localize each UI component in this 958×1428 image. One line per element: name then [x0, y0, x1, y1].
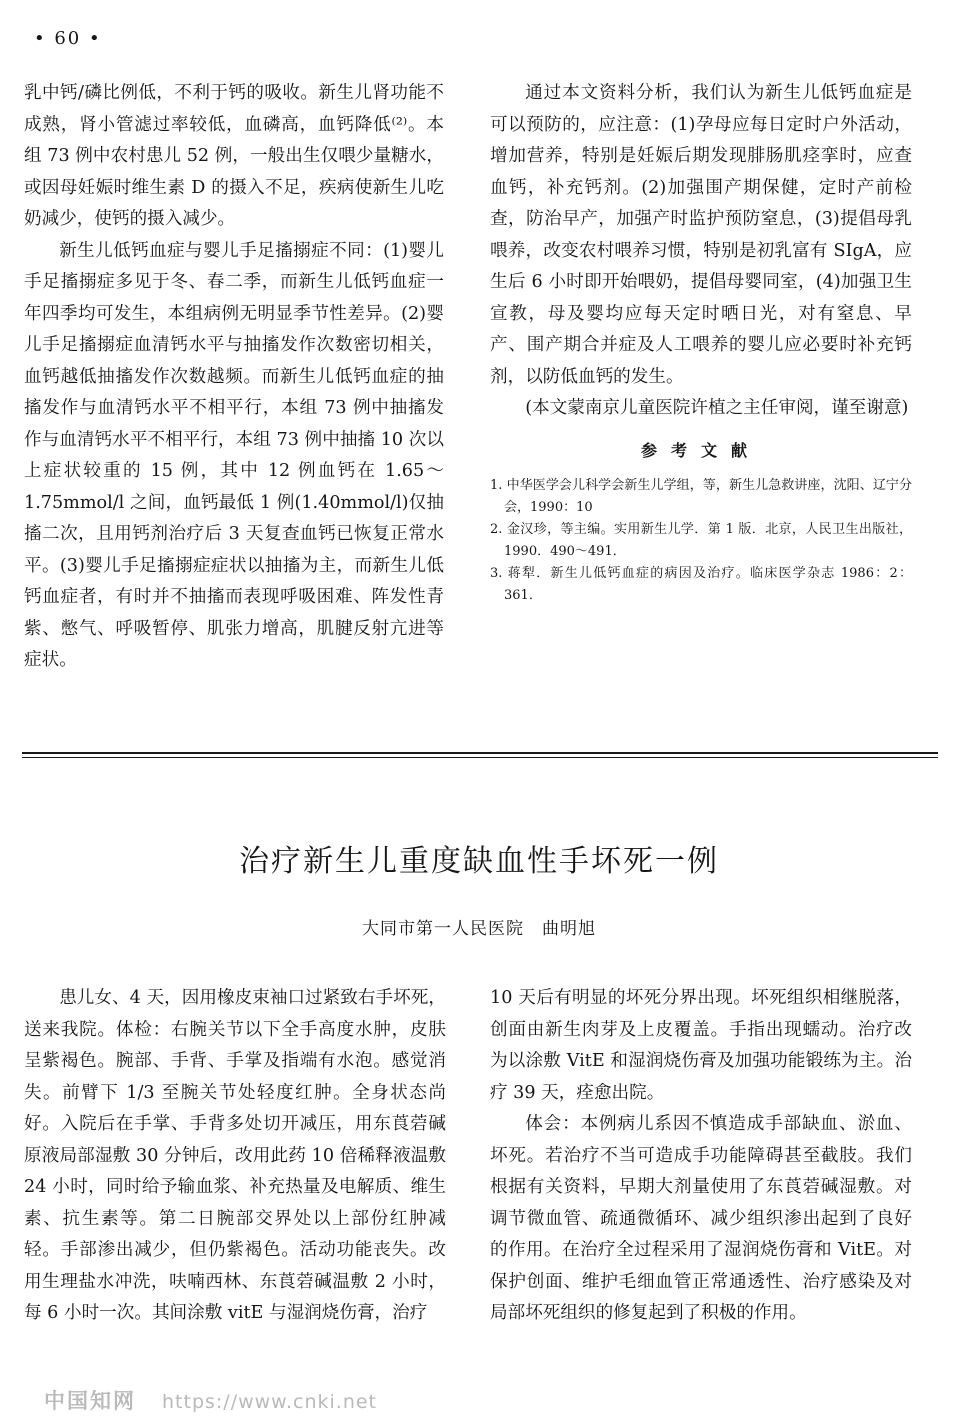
- article-title: 治疗新生儿重度缺血性手坏死一例: [239, 844, 719, 879]
- bottom-right-column: [490, 983, 912, 1330]
- section-divider: [22, 752, 938, 754]
- reference-item: 2. 金汉珍，等主编。实用新生儿学．第 1 版．北京，人民卫生出版社，1990．490～491．: [490, 521, 912, 559]
- institution: 大同市第一人民医院: [362, 919, 524, 939]
- author: 曲明旭: [542, 919, 596, 939]
- top-left-column: [24, 78, 444, 677]
- cnki-watermark: [44, 1385, 377, 1415]
- paragraph: 体会：本例病儿系因不慎造成手部缺血、淤血、坏死。若治疗不当可造成手功能障碍甚至截肢。我们根据有关资料，早期大剂量使用了东莨菪碱湿敷。对调节微血管、疏通微循环、减少组织渗出起到了良好的作用。在治疗全过程采用了湿润烧伤膏和 VitE。对保护创面、维护毛细血管正常通透性、治疗感染及对局部坏死组织的修复起到了积极的作用。: [490, 1114, 912, 1323]
- reference-item: 1. 中华医学会儿科学会新生儿学组，等，新生儿急救讲座，沈阳、辽宁分会，1990：10: [490, 477, 912, 515]
- paragraph: 10 天后有明显的坏死分界出现。坏死组织相继脱落，创面由新生肉芽及上皮覆盖。手指出现蠕动。治疗改为以涂敷 VitE 和湿润烧伤膏及加强功能锻练为主。治疗 39 天，痊愈出院。: [490, 988, 912, 1103]
- paragraph: 乳中钙/磷比例低，不利于钙的吸收。新生儿肾功能不成熟，肾小管滤过率较低，血磷高，血钙降低⁽²⁾。本组 73 例中农村患儿 52 例，一般出生仅喂少量糖水，或因母妊娠时维生素 D 的摄入不足，疾病使新生儿吃奶减少，使钙的摄入减少。: [24, 83, 444, 229]
- top-right-column: [490, 78, 912, 607]
- reference-item: 3. 蒋犁．新生儿低钙血症的病因及治疗。临床医学杂志 1986：2：361．: [490, 565, 912, 603]
- watermark-brand: 中国知网: [44, 1389, 136, 1413]
- article-byline: [0, 914, 958, 939]
- section-divider-thin: [22, 757, 938, 758]
- watermark-url: https://www.cnki.net: [162, 1391, 378, 1413]
- paragraph: 新生儿低钙血症与婴儿手足搐搦症不同：(1)婴儿手足搐搦症多见于冬、春二季，而新生儿低钙血症一年四季均可发生，本组病例无明显季节性差异。(2)婴儿手足搐搦症血清钙水平与抽搐发作次数密切相关，血钙越低抽搐发作次数越频。而新生儿低钙血症的抽搐发作与血清钙水平不相平行，本组 73 例中抽搐发作与血清钙水平不相平行，本组 73 例中抽搐 10 次以上症状较重的 15 例，其中 12 例血钙在 1.65～1.75mmol/l 之间，血钙最低 1 例(1.40mmol/l)仅抽搐二次，且用钙剂治疗后 3 天复查血钙已恢复正常水平。(3)婴儿手足搐搦症症状以抽搐为主，而新生儿低钙血症者，有时并不抽搐而表现呼吸困难、阵发性青紫、憋气、呼吸暂停、肌张力增高，肌腱反射亢进等症状。: [24, 240, 444, 670]
- bottom-left-column: [24, 983, 446, 1330]
- acknowledgement: (本文蒙南京儿童医院许植之主任审阅，谨至谢意): [525, 398, 909, 418]
- paragraph: 通过本文资料分析，我们认为新生儿低钙血症是可以预防的，应注意：(1)孕母应每日定时户外活动，增加营养，特别是妊娠后期发现腓肠肌痉挛时，应查血钙，补充钙剂。(2)加强围产期保健，定时产前检查，防治早产，加强产时监护预防窒息，(3)提倡母乳喂养，改变农村喂养习惯，特别是初乳富有 SIgA，应生后 6 小时即开始喂奶，提倡母婴同室，(4)加强卫生宣教，母及婴均应每天定时晒日光，对有窒息、早产、围产期合并症及人工喂养的婴儿应必要时补充钙剂，以防低血钙的发生。: [490, 83, 912, 387]
- paragraph: 患儿女、4 天，因用橡皮束袖口过紧致右手坏死，送来我院。体检：右腕关节以下全手高度水肿，皮肤呈紫褐色。腕部、手背、手掌及指端有水泡。感觉消失。前臂下 1/3 至腕关节处轻度红肿。全身状态尚好。入院后在手掌、手背多处切开减压，用东莨菪碱原液局部湿敷 30 分钟后，改用此药 10 倍稀释液温敷 24 小时，同时给予输血浆、补充热量及电解质、维生素、抗生素等。第二日腕部交界处以上部份红肿减轻。手部渗出减少，但仍紫褐色。活动功能丧失。改用生理盐水冲洗，呋喃西林、东莨菪碱温敷 2 小时，每 6 小时一次。其间涂敷 vitE 与湿润烧伤膏，治疗: [24, 988, 446, 1323]
- references-heading: 参考文献: [640, 440, 761, 460]
- references-list: [490, 475, 912, 607]
- page-number: • 60 •: [34, 28, 102, 49]
